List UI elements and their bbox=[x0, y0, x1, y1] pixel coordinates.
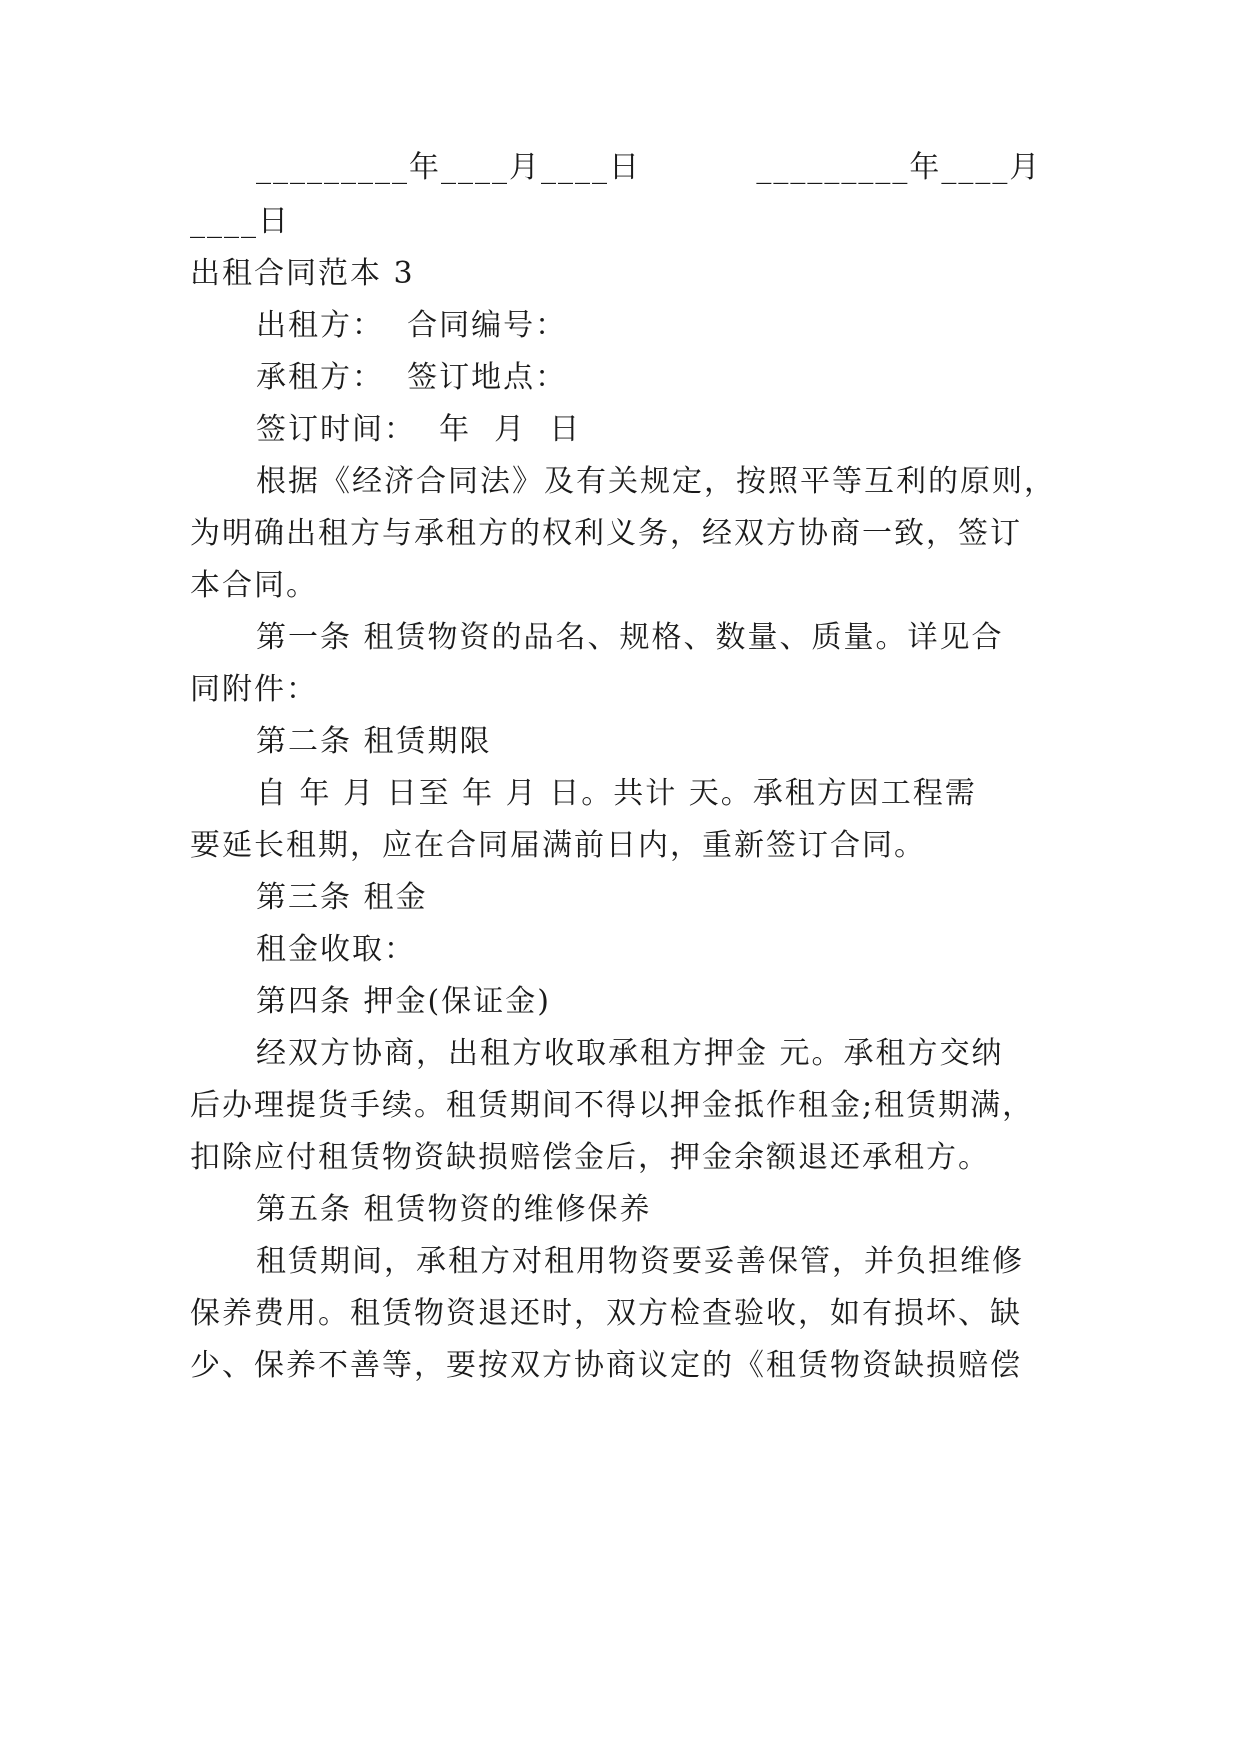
article-3-line-1: 租金收取： bbox=[256, 932, 416, 967]
article-5-line-1: 租赁期间，承租方对租用物资要妥善保管，并负担维修 bbox=[256, 1244, 1024, 1279]
signature-date-line-continued: ____日 bbox=[190, 204, 290, 239]
article-4-line-3: 扣除应付租赁物资缺损赔偿金后，押金余额退还承租方。 bbox=[190, 1140, 990, 1175]
article-2-line-2: 要延长租期，应在合同届满前日内，重新签订合同。 bbox=[190, 828, 926, 863]
signature-date-line: _________年____月____日 _________年____月 bbox=[256, 150, 1042, 185]
article-4-line-1: 经双方协商，出租方收取承租方押金 元。承租方交纳 bbox=[256, 1036, 1004, 1071]
article-5-line-3: 少、保养不善等，要按双方协商议定的《租赁物资缺损赔偿 bbox=[190, 1348, 1022, 1383]
section-title: 出租合同范本 3 bbox=[190, 256, 415, 291]
article-5-line-2: 保养费用。租赁物资退还时，双方检查验收，如有损坏、缺 bbox=[190, 1296, 1022, 1331]
lessee-line: 承租方： 签订地点： bbox=[256, 360, 568, 395]
article-2-line-1: 自 年 月 日至 年 月 日。共计 天。承租方因工程需 bbox=[256, 776, 977, 811]
article-5-heading: 第五条 租赁物资的维修保养 bbox=[256, 1192, 652, 1227]
article-4-line-2: 后办理提货手续。租赁期间不得以押金抵作租金;租赁期满， bbox=[190, 1088, 1035, 1123]
article-4-heading: 第四条 押金(保证金) bbox=[256, 984, 551, 1019]
lessor-line: 出租方： 合同编号： bbox=[256, 308, 568, 343]
signing-date-line: 签订时间： 年 月 日 bbox=[256, 412, 582, 447]
article-1-line-2: 同附件： bbox=[190, 672, 318, 707]
preamble-line-3: 本合同。 bbox=[190, 568, 318, 603]
article-3-heading: 第三条 租金 bbox=[256, 880, 428, 915]
preamble-line-2: 为明确出租方与承租方的权利义务，经双方协商一致，签订 bbox=[190, 516, 1022, 551]
article-1-line-1: 第一条 租赁物资的品名、规格、数量、质量。详见合 bbox=[256, 620, 1004, 655]
article-2-heading: 第二条 租赁期限 bbox=[256, 724, 492, 759]
preamble-line-1: 根据《经济合同法》及有关规定，按照平等互利的原则， bbox=[256, 464, 1056, 499]
